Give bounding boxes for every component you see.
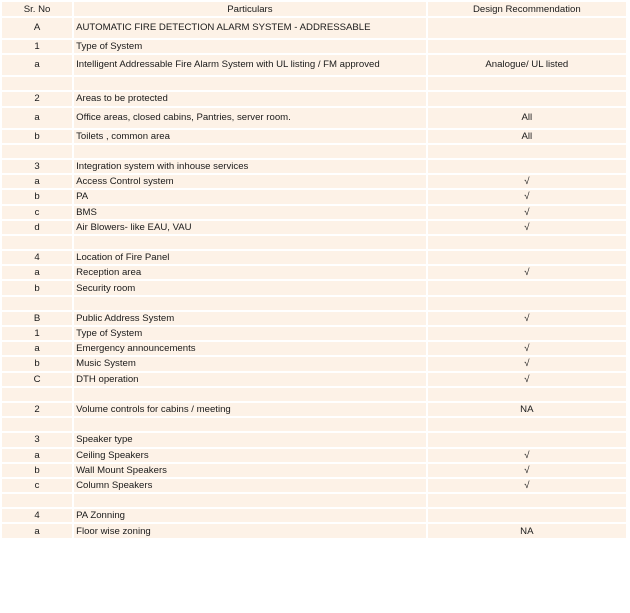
cell-particulars: Type of System (74, 40, 426, 53)
cell-particulars: Security room (74, 281, 426, 294)
cell-sr-no: c (2, 479, 72, 492)
cell-particulars: Access Control system (74, 175, 426, 188)
cell-sr-no: a (2, 55, 72, 75)
cell-sr-no: b (2, 130, 72, 143)
cell-design-recommendation: √ (428, 449, 626, 462)
cell-sr-no: A (2, 18, 72, 38)
cell-design-recommendation (428, 327, 626, 340)
cell-sr-no: a (2, 266, 72, 279)
cell-particulars: Ceiling Speakers (74, 449, 426, 462)
table-row (2, 403, 626, 416)
table-row (2, 175, 626, 188)
header-design-recommendation: Design Recommendation (428, 2, 626, 16)
table-row (2, 327, 626, 340)
cell-particulars: Public Address System (74, 312, 426, 325)
cell-design-recommendation: All (428, 130, 626, 143)
cell-particulars: Floor wise zoning (74, 524, 426, 537)
cell-design-recommendation: √ (428, 175, 626, 188)
cell-design-recommendation (428, 40, 626, 53)
table-row (2, 509, 626, 522)
cell-sr-no: C (2, 373, 72, 386)
cell-particulars: Location of Fire Panel (74, 251, 426, 264)
table-row (2, 388, 626, 401)
cell-design-recommendation: √ (428, 342, 626, 355)
cell-particulars: Areas to be protected (74, 92, 426, 105)
table-row (2, 266, 626, 279)
cell-particulars: PA Zonning (74, 509, 426, 522)
cell-design-recommendation (428, 160, 626, 173)
table-row (2, 479, 626, 492)
table-row (2, 77, 626, 90)
cell-design-recommendation (428, 388, 626, 401)
cell-particulars: Volume controls for cabins / meeting (74, 403, 426, 416)
cell-sr-no: a (2, 108, 72, 128)
cell-particulars: Intelligent Addressable Fire Alarm System with UL listing / FM approved (74, 55, 426, 75)
cell-design-recommendation: √ (428, 479, 626, 492)
cell-design-recommendation (428, 236, 626, 249)
cell-particulars: Air Blowers- like EAU, VAU (74, 221, 426, 234)
table-row (2, 55, 626, 75)
cell-design-recommendation: √ (428, 312, 626, 325)
cell-particulars: Toilets , common area (74, 130, 426, 143)
table-row (2, 464, 626, 477)
cell-design-recommendation (428, 494, 626, 507)
cell-particulars: Integration system with inhouse services (74, 160, 426, 173)
cell-sr-no: 4 (2, 251, 72, 264)
table-row (2, 221, 626, 234)
cell-design-recommendation: √ (428, 221, 626, 234)
cell-design-recommendation (428, 509, 626, 522)
cell-particulars (74, 494, 426, 507)
cell-particulars (74, 388, 426, 401)
cell-sr-no (2, 297, 72, 310)
cell-particulars: AUTOMATIC FIRE DETECTION ALARM SYSTEM - ADDRESSABLE (74, 18, 426, 38)
cell-design-recommendation: NA (428, 524, 626, 537)
cell-design-recommendation: √ (428, 206, 626, 219)
header-sr-no: Sr. No (2, 2, 72, 16)
cell-design-recommendation (428, 18, 626, 38)
cell-sr-no: b (2, 190, 72, 203)
cell-sr-no: d (2, 221, 72, 234)
cell-particulars: Emergency announcements (74, 342, 426, 355)
table-row (2, 190, 626, 203)
cell-sr-no (2, 418, 72, 431)
cell-sr-no (2, 494, 72, 507)
table-row (2, 92, 626, 105)
cell-sr-no: c (2, 206, 72, 219)
table-header-row (2, 2, 626, 16)
cell-design-recommendation: Analogue/ UL listed (428, 55, 626, 75)
cell-particulars: Reception area (74, 266, 426, 279)
cell-sr-no (2, 236, 72, 249)
cell-design-recommendation (428, 433, 626, 446)
cell-sr-no: b (2, 281, 72, 294)
cell-sr-no: 2 (2, 92, 72, 105)
cell-design-recommendation (428, 297, 626, 310)
cell-sr-no: a (2, 175, 72, 188)
table-row (2, 297, 626, 310)
cell-design-recommendation (428, 92, 626, 105)
table-row (2, 251, 626, 264)
table-row (2, 357, 626, 370)
table-row (2, 373, 626, 386)
cell-particulars: Column Speakers (74, 479, 426, 492)
cell-design-recommendation: √ (428, 266, 626, 279)
cell-design-recommendation (428, 145, 626, 158)
table-row (2, 18, 626, 38)
cell-particulars: DTH operation (74, 373, 426, 386)
cell-sr-no (2, 77, 72, 90)
table-row (2, 524, 626, 537)
cell-design-recommendation: All (428, 108, 626, 128)
cell-particulars (74, 145, 426, 158)
table-body (2, 18, 626, 538)
table-row (2, 342, 626, 355)
cell-sr-no: B (2, 312, 72, 325)
cell-particulars (74, 77, 426, 90)
table-row (2, 108, 626, 128)
table-row (2, 449, 626, 462)
cell-sr-no: 4 (2, 509, 72, 522)
cell-design-recommendation (428, 418, 626, 431)
cell-particulars (74, 297, 426, 310)
cell-sr-no: 3 (2, 160, 72, 173)
table-row (2, 206, 626, 219)
cell-sr-no: a (2, 342, 72, 355)
cell-sr-no (2, 388, 72, 401)
table-row (2, 160, 626, 173)
cell-sr-no: 3 (2, 433, 72, 446)
cell-particulars: Wall Mount Speakers (74, 464, 426, 477)
cell-particulars: BMS (74, 206, 426, 219)
cell-design-recommendation (428, 251, 626, 264)
table-row (2, 312, 626, 325)
cell-sr-no: a (2, 449, 72, 462)
table-row (2, 433, 626, 446)
header-particulars: Particulars (74, 2, 426, 16)
table-row (2, 145, 626, 158)
table-row (2, 236, 626, 249)
cell-sr-no: b (2, 464, 72, 477)
cell-sr-no: 2 (2, 403, 72, 416)
cell-particulars: Music System (74, 357, 426, 370)
cell-design-recommendation: √ (428, 190, 626, 203)
cell-particulars: Office areas, closed cabins, Pantries, server room. (74, 108, 426, 128)
cell-sr-no: a (2, 524, 72, 537)
cell-particulars (74, 236, 426, 249)
cell-design-recommendation (428, 281, 626, 294)
cell-design-recommendation: √ (428, 357, 626, 370)
cell-design-recommendation: √ (428, 373, 626, 386)
cell-particulars: Speaker type (74, 433, 426, 446)
cell-particulars (74, 418, 426, 431)
cell-sr-no (2, 145, 72, 158)
table-row (2, 40, 626, 53)
cell-particulars: Type of System (74, 327, 426, 340)
cell-design-recommendation (428, 77, 626, 90)
table-row (2, 130, 626, 143)
table-row (2, 418, 626, 431)
cell-sr-no: 1 (2, 40, 72, 53)
cell-design-recommendation: √ (428, 464, 626, 477)
cell-design-recommendation: NA (428, 403, 626, 416)
cell-sr-no: b (2, 357, 72, 370)
cell-sr-no: 1 (2, 327, 72, 340)
table-row (2, 494, 626, 507)
table-row (2, 281, 626, 294)
cell-particulars: PA (74, 190, 426, 203)
